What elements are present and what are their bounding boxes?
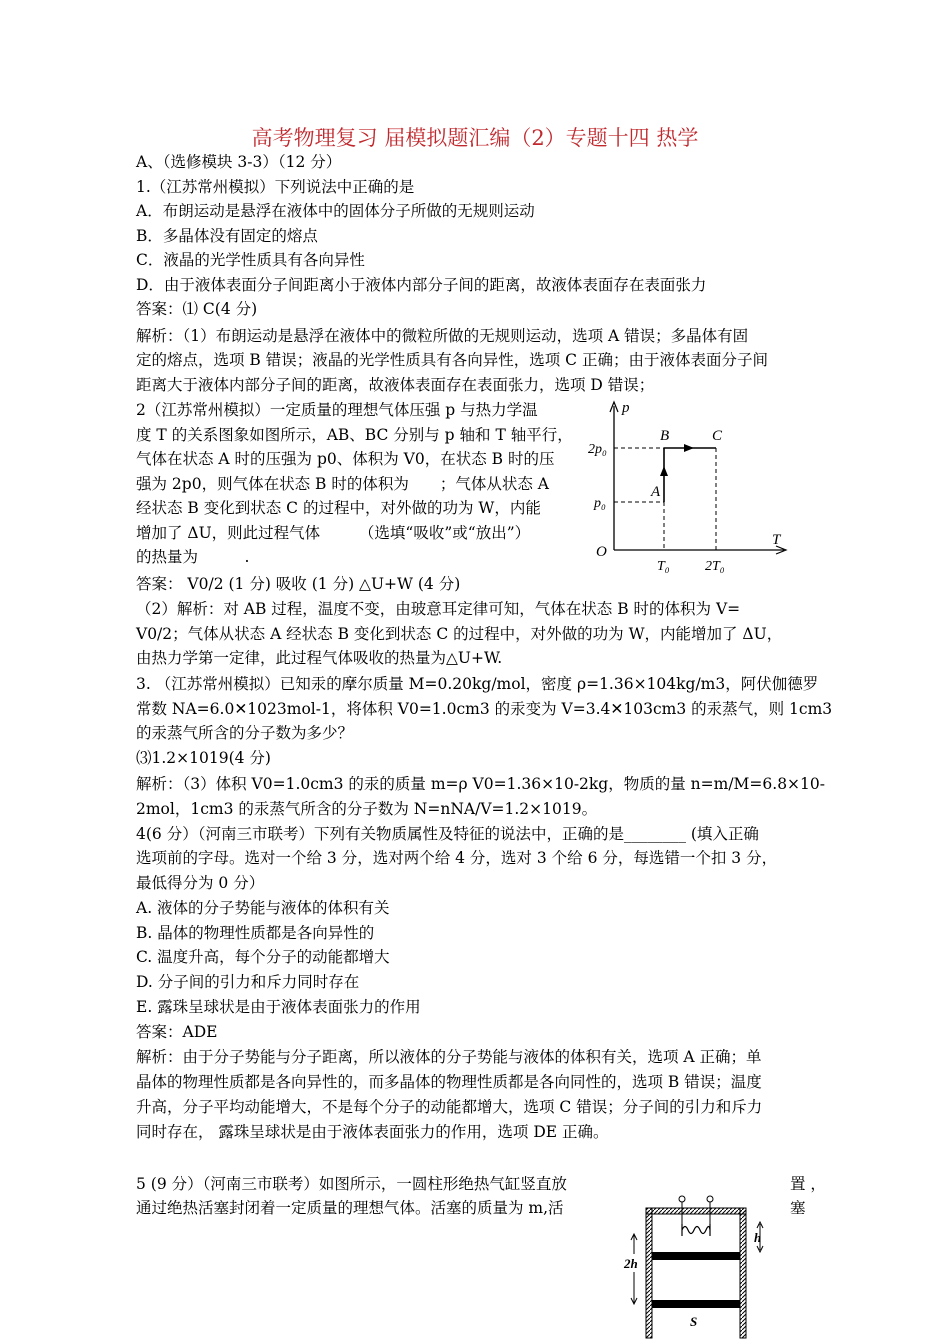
q2-line: 2（江苏常州模拟）一定质量的理想气体压强 p 与热力学温	[136, 401, 538, 419]
question-5-right: 置 ，	[790, 1175, 826, 1193]
q1-option-a: A．布朗运动是悬浮在液体中的固体分子所做的无规则运动	[136, 202, 535, 220]
point-a-label: A	[651, 484, 661, 500]
q2-answer: 答案： V0/2 (1 分) 吸收 (1 分) △U+W (4 分)	[136, 575, 461, 593]
q1-answer: 答案：⑴ C(4 分)	[136, 300, 258, 318]
q4-answer: 答案：ADE	[136, 1023, 218, 1041]
q3-analysis-line: 解析：（3）体积 V0=1.0cm3 的汞的质量 m=ρ V0=1.36×10-2kg，物质的量 n=m/M=6.8×10-	[136, 775, 826, 793]
q2-analysis-line: （2）解析：对 AB 过程，温度不变，由玻意耳定律可知，气体在状态 B 时的体积为 V=	[136, 600, 741, 618]
heater-coil-icon	[682, 1224, 710, 1236]
q3-answer: ⑶1.2×1019(4 分)	[136, 749, 271, 767]
x-axis-label: T	[772, 532, 781, 548]
page-title: 高考物理复习 届模拟题汇编（2）专题十四 热学	[251, 126, 699, 150]
cylinder-top	[646, 1208, 746, 1214]
question-5-right: 塞	[790, 1199, 806, 1217]
q2-line: 度 T 的关系图象如图所示，AB、BC 分别与 p 轴和 T 轴平行，	[136, 425, 573, 444]
cylinder-left-wall	[646, 1208, 652, 1338]
q1-option-d: D．由于液体表面分子间距离小于液体内部分子间的距离，故液体表面存在表面张力	[136, 276, 707, 294]
q2-line: 的热量为 .	[136, 548, 250, 566]
point-b-label: B	[660, 428, 670, 444]
question-3: 常数 NA=6.0✕1023mol-1，将体积 V0=1.0cm3 的汞变为 V=3.4✕103cm3 的汞蒸气，则 1cm3	[136, 700, 833, 718]
q1-option-b: B．多晶体没有固定的熔点	[136, 227, 318, 245]
q4-analysis-line: 同时存在， 露珠呈球状是由于液体表面张力的作用，选项 DE 正确。	[136, 1123, 609, 1141]
label-h: h	[754, 1230, 762, 1245]
q1-option-c: C．液晶的光学性质具有各向异性	[136, 251, 365, 269]
question-4: 最低得分为 0 分）	[136, 874, 265, 892]
q3-analysis-line: 2mol，1cm3 的汞蒸气所含的分子数为 N=nNA/V=1.2×1019。	[136, 800, 598, 818]
question-5: 5 (9 分）（河南三市联考）如图所示，一圆柱形绝热气缸竖直放	[136, 1175, 567, 1193]
q4-option-c: C. 温度升高，每个分子的动能都增大	[136, 948, 390, 966]
q2-line: 增加了 ΔU，则此过程气体 （选填“吸收”或“放出”）	[136, 523, 531, 542]
question-3: 3. （江苏常州模拟）已知汞的摩尔质量 M=0.20kg/mol，密度 ρ=1.36×104kg/m3，阿伏伽德罗	[136, 675, 819, 693]
question-4: 选项前的字母。选对一个给 3 分，选对两个给 4 分，选对 3 个给 6 分，每选错一个扣 3 分，	[136, 849, 778, 867]
y-tick-p0: p₀	[594, 496, 606, 511]
q2-analysis-line: V0/2；气体从状态 A 经状态 B 变化到状态 C 的过程中，对外做的功为 W，内能增加了 ΔU，	[136, 625, 783, 643]
q4-option-b: B. 晶体的物理性质都是各向异性的	[136, 924, 375, 942]
point-c-label: C	[712, 428, 723, 444]
q4-option-d: D. 分子间的引力和斥力同时存在	[136, 973, 360, 991]
terminal-icon	[679, 1196, 685, 1202]
y-tick-2p0: 2p₀	[588, 442, 607, 457]
arrow-bc	[684, 444, 694, 452]
x-tick-2t0: 2T₀	[705, 559, 725, 574]
question-3: 的汞蒸气所含的分子数为多少？	[136, 724, 354, 742]
q4-option-e: E. 露珠呈球状是由于液体表面张力的作用	[136, 998, 421, 1016]
lower-piston-hatch	[656, 1302, 736, 1306]
q4-analysis-line: 解析：由于分子势能与分子距离，所以液体的分子势能与液体的体积有关，选项 A 正确；单	[136, 1048, 762, 1066]
q4-analysis-line: 升高，分子平均动能增大，不是每个分子的动能都增大，选项 C 错误；分子间的引力和斥力	[136, 1098, 763, 1116]
q1-analysis-line: 解析：（1）布朗运动是悬浮在液体中的微粒所做的无规则运动，选项 A 错误；多晶体有固	[136, 327, 749, 345]
arrow-ab	[660, 466, 668, 476]
q2-line: 经状态 B 变化到状态 C 的过程中，对外做的功为 W，内能	[136, 499, 541, 517]
label-s: S	[690, 1314, 698, 1329]
x-tick-t0: T₀	[657, 559, 670, 574]
q1-analysis-line: 距离大于液体内部分子间的距离，故液体表面存在表面张力，选项 D 错误；	[136, 376, 655, 394]
question-4: 4(6 分）（河南三市联考）下列有关物质属性及特征的说法中，正确的是________ (填入正确	[136, 825, 759, 843]
y-axis-label: p	[622, 400, 630, 416]
cylinder-right-wall	[740, 1208, 746, 1338]
cylinder-diagram	[618, 1194, 778, 1340]
q2-line: 强为 2p0，则气体在状态 B 时的体积为 ；气体从状态 A	[136, 474, 549, 493]
question-5: 通过绝热活塞封闭着一定质量的理想气体。活塞的质量为 m,活	[136, 1199, 564, 1217]
q2-line: 气体在状态 A 时的压强为 p0、体积为 V0，在状态 B 时的压	[136, 450, 555, 468]
q1-analysis-line: 定的熔点，选项 B 错误；液晶的光学性质具有各向异性，选项 C 正确；由于液体表面分子间	[136, 351, 768, 369]
q2-analysis-line: 由热力学第一定律，此过程气体吸收的热量为△U+W.	[136, 649, 503, 667]
upper-piston-hatch	[656, 1254, 736, 1258]
pt-graph	[588, 398, 788, 576]
q4-option-a: A. 液体的分子势能与液体的体积有关	[136, 899, 390, 917]
question-1: 1.（江苏常州模拟）下列说法中正确的是	[136, 178, 415, 196]
q4-analysis-line: 晶体的物理性质都是各向异性的，而多晶体的物理性质都是各向同性的，选项 B 错误；温度	[136, 1073, 762, 1091]
terminal-icon	[707, 1196, 713, 1202]
label-2h: 2h	[624, 1256, 638, 1271]
origin-label: O	[596, 544, 607, 560]
section-heading: A、（选修模块 3-3）（12 分）	[136, 153, 342, 171]
question-2	[136, 398, 586, 570]
